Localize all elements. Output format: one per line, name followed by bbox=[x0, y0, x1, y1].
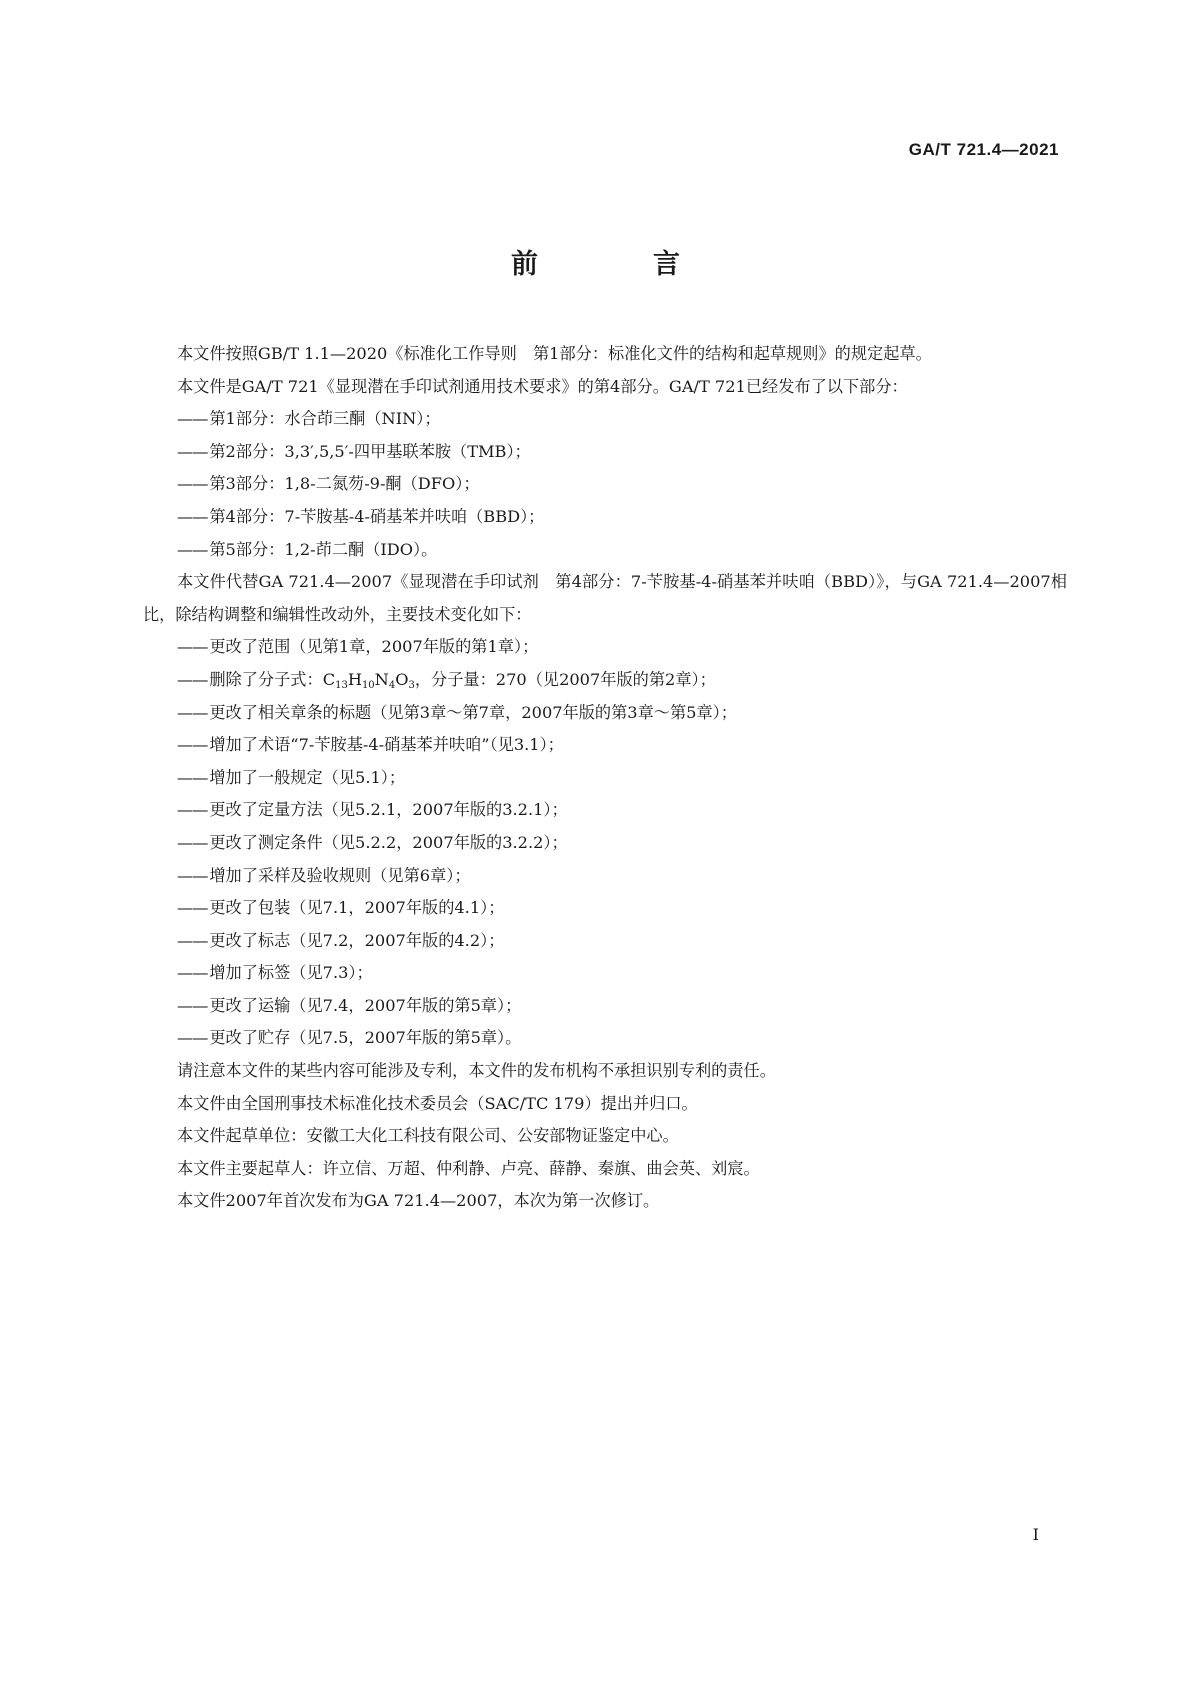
dash: —— bbox=[177, 409, 208, 429]
paragraph-patent-notice: 请注意本文件的某些内容可能涉及专利，本文件的发布机构不承担识别专利的责任。 bbox=[177, 1061, 776, 1081]
list-item-part bbox=[143, 534, 1067, 567]
list-item-text: 更改了标志（见7.2，2007年版的4.2）； bbox=[209, 930, 505, 950]
list-item-part bbox=[143, 436, 1067, 469]
list-item-change bbox=[143, 925, 1067, 958]
dash: —— bbox=[177, 800, 208, 820]
list-item-text: 更改了相关章条的标题（见第3章～第7章，2007年版的第3章～第5章）； bbox=[209, 702, 737, 722]
list-item-part bbox=[143, 403, 1067, 436]
list-item-text: ，分子量：270（见2007年版的第2章）； bbox=[414, 669, 716, 689]
dash: —— bbox=[177, 474, 208, 494]
document-code: GA/T 721.4—2021 bbox=[908, 140, 1059, 159]
list-item-text: 更改了测定条件（见5.2.2，2007年版的3.2.2）； bbox=[209, 832, 568, 852]
paragraph-part-of-series: 本文件是GA/T 721《显现潜在手印试剂通用技术要求》的第4部分。GA/T 721已经发布了以下部分： bbox=[177, 376, 908, 396]
list-item-change bbox=[143, 729, 1067, 762]
dash: —— bbox=[177, 832, 208, 852]
dash: —— bbox=[177, 506, 208, 526]
dash: —— bbox=[177, 898, 208, 918]
paragraph-drafting-rules: 本文件按照GB/T 1.1—2020《标准化工作导则 第1部分：标准化文件的结构和起草规则》的规定起草。 bbox=[177, 344, 932, 363]
preface-body bbox=[143, 338, 1067, 1218]
list-item-part bbox=[143, 468, 1067, 501]
dash: —— bbox=[177, 767, 208, 787]
dash: —— bbox=[177, 930, 208, 950]
paragraph-drafters: 本文件主要起草人：许立信、万超、仲利静、卢亮、薛静、秦旗、曲会英、刘宸。 bbox=[177, 1158, 760, 1178]
list-item-change bbox=[143, 631, 1067, 664]
page-number: I bbox=[1032, 1525, 1039, 1544]
dash: —— bbox=[177, 995, 208, 1015]
list-item-change bbox=[143, 990, 1067, 1023]
dash: —— bbox=[177, 963, 208, 983]
dash: —— bbox=[177, 669, 208, 689]
list-item-text: 增加了一般规定（见5.1）； bbox=[209, 767, 406, 787]
dash: —— bbox=[177, 702, 208, 722]
page-title: 前 言 bbox=[511, 249, 724, 280]
list-item-text: 增加了标签（见7.3）； bbox=[209, 963, 373, 983]
dash: —— bbox=[177, 637, 208, 657]
list-item-change bbox=[143, 794, 1067, 827]
paragraph-history: 本文件2007年首次发布为GA 721.4—2007，本次为第一次修订。 bbox=[177, 1191, 660, 1211]
list-item-text: 更改了范围（见第1章，2007年版的第1章）； bbox=[209, 637, 539, 657]
paragraph-drafting-units: 本文件起草单位：安徽工大化工科技有限公司、公安部物证鉴定中心。 bbox=[177, 1126, 679, 1146]
list-item-text: 第3部分：1,8-二氮芴-9-酮（DFO）； bbox=[209, 474, 480, 494]
list-item-text: 第2部分：3,3′,5,5′-四甲基联苯胺（TMB）； bbox=[209, 441, 531, 461]
list-item-text: 更改了贮存（见7.5，2007年版的第5章）。 bbox=[209, 1028, 522, 1048]
dash: —— bbox=[177, 1028, 208, 1048]
list-item-text: 第1部分：水合茚三酮（NIN）； bbox=[209, 409, 441, 429]
list-item-change bbox=[143, 762, 1067, 795]
dash: —— bbox=[177, 539, 208, 559]
list-item-text: 增加了术语“7-苄胺基-4-硝基苯并呋咱”（见3.1）； bbox=[209, 735, 564, 755]
list-item-change bbox=[143, 697, 1067, 730]
dash: —— bbox=[177, 865, 208, 885]
paragraph-replaces: 本文件代替GA 721.4—2007《显现潜在手印试剂 第4部分：7-苄胺基-4-硝基苯并呋咱（BBD）》，与GA 721.4—2007相比，除结构调整和编辑性改动外，主要技术变化如下： bbox=[143, 572, 1067, 624]
list-item-text: 更改了定量方法（见5.2.1，2007年版的3.2.1）； bbox=[209, 800, 568, 820]
list-item-change bbox=[143, 1022, 1067, 1055]
molecular-formula: $C_{13}H_{10}N_4O_3$ bbox=[322, 669, 415, 691]
list-item-change bbox=[143, 957, 1067, 990]
list-item-change bbox=[143, 892, 1067, 925]
list-item-part bbox=[143, 501, 1067, 534]
list-item-text: 更改了运输（见7.4，2007年版的第5章）； bbox=[209, 995, 522, 1015]
list-item-text: 更改了包装（见7.1，2007年版的4.1）； bbox=[209, 898, 505, 918]
list-item-change bbox=[143, 827, 1067, 860]
dash: —— bbox=[177, 441, 208, 461]
list-item-text: 第4部分：7-苄胺基-4-硝基苯并呋咱（BBD）； bbox=[209, 506, 545, 526]
list-item-change bbox=[143, 860, 1067, 893]
paragraph-proposer: 本文件由全国刑事技术标准化技术委员会（SAC/TC 179）提出并归口。 bbox=[177, 1093, 698, 1113]
list-item-change bbox=[143, 664, 1067, 697]
dash: —— bbox=[177, 735, 208, 755]
list-item-text: 删除了分子式： bbox=[209, 669, 323, 689]
list-item-text: 增加了采样及验收规则（见第6章）； bbox=[209, 865, 471, 885]
list-item-text: 第5部分：1,2-茚二酮（IDO）。 bbox=[209, 539, 438, 559]
